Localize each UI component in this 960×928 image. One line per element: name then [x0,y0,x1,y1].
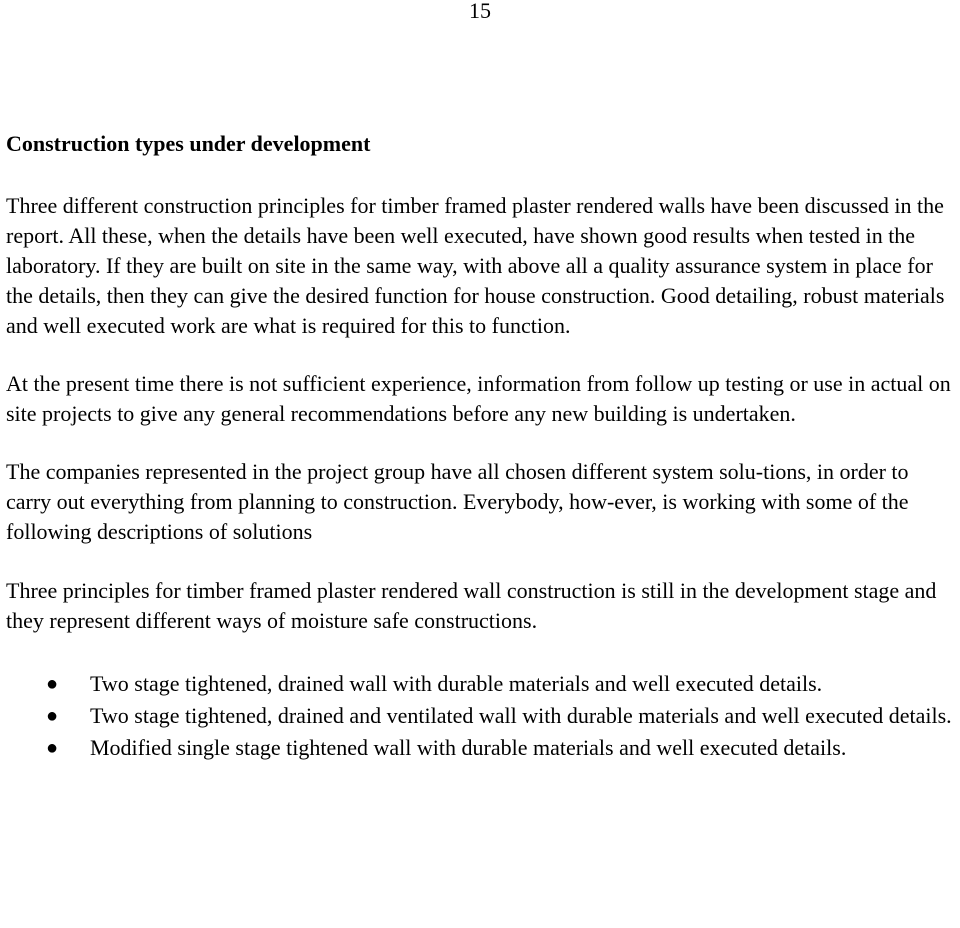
section-heading: Construction types under development [6,131,371,156]
document-body [6,129,956,765]
bullet-icon: ● [46,673,59,695]
paragraph-experience: At the present time there is not sufficient experience, information from follow up testing or use in actual on site projects to give any general recommendations before any new building is undertaken. [6,371,951,426]
list-item [6,701,956,731]
list-item [6,733,956,763]
list-item [6,669,956,699]
list-item-text: Modified single stage tightened wall with durable materials and well executed details. [90,735,847,760]
list-item-text: Two stage tightened, drained and ventilated wall with durable materials and well executed details. [90,703,952,728]
list-item-text: Two stage tightened, drained wall with durable materials and well executed details. [90,671,823,696]
solutions-list [6,669,956,763]
paragraph-intro: Three different construction principles for timber framed plaster rendered walls have been discussed in the report. All these, when the details have been well executed, have shown good results when tested in the laboratory. If they are built on site in the same way, with above all a quality assurance system in place for the details, then they can give the desired function for house construction. Good detailing, robust materials and well executed work are what is required for this to function. [6,193,945,338]
bullet-icon: ● [46,737,59,759]
paragraph-companies: The companies represented in the project group have all chosen different system solu-tions, in order to carry out everything from planning to construction. Everybody, how-ever, is working with some of the following descriptions of solutions [6,459,909,544]
page-number: 15 [469,0,491,23]
bullet-icon: ● [46,705,59,727]
paragraph-principles: Three principles for timber framed plaster rendered wall construction is still in the development stage and they represent different ways of moisture safe constructions. [6,578,937,633]
